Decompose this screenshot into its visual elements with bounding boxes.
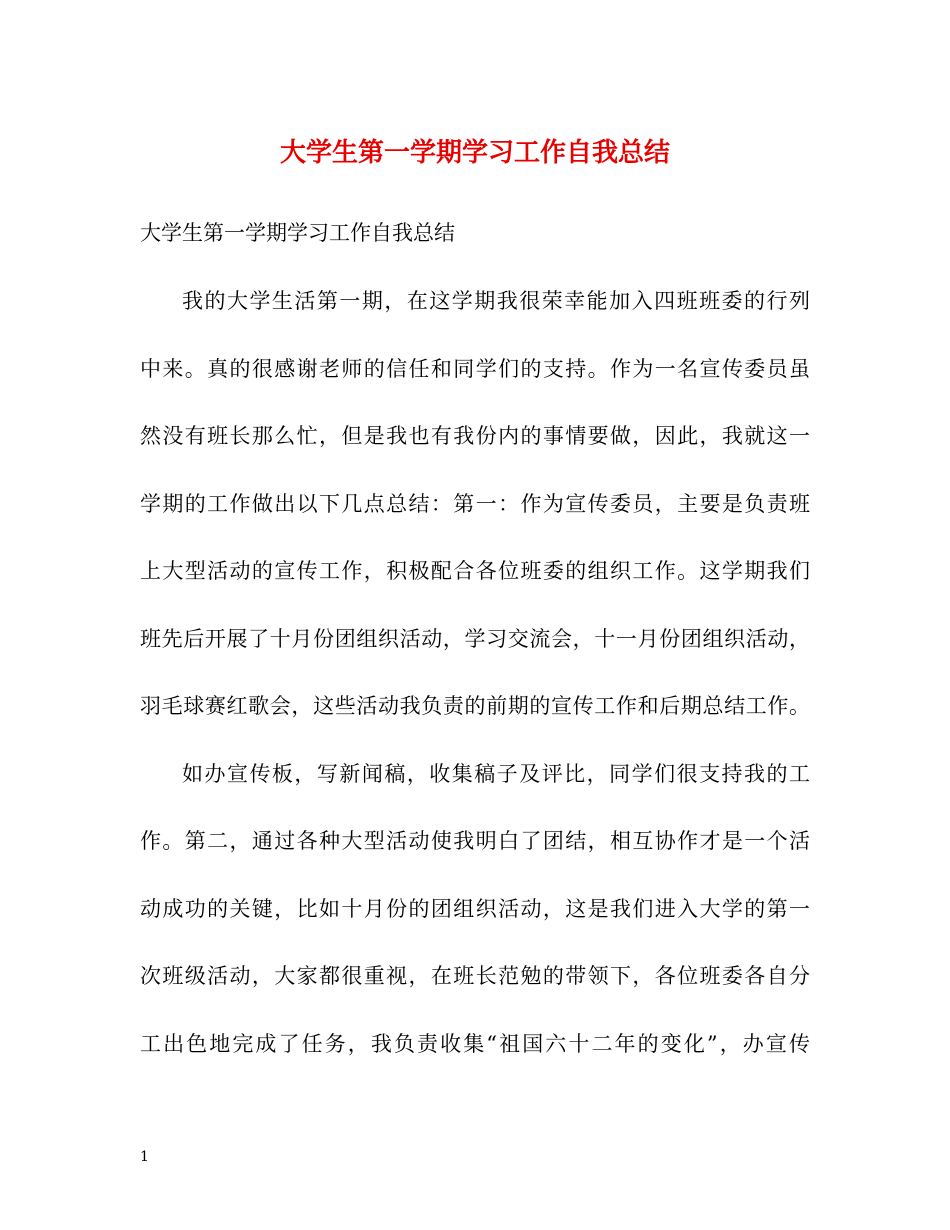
body-line: 中来。真的很感谢老师的信任和同学们的支持。作为一名宣传委员虽	[140, 357, 810, 381]
body-line: 作。第二，通过各种大型活动使我明白了团结，相互协作才是一个活	[140, 829, 810, 853]
body-line: 学期的工作做出以下几点总结：第一：作为宣传委员，主要是负责班	[140, 492, 810, 516]
body-line: 上大型活动的宣传工作，积极配合各位班委的组织工作。这学期我们	[140, 559, 810, 583]
body-line: 班先后开展了十月份团组织活动，学习交流会，十一月份团组织活动，	[140, 627, 810, 651]
body-line: 动成功的关键，比如十月份的团组织活动，这是我们进入大学的第一	[140, 897, 810, 921]
page-number: 1	[140, 1149, 149, 1165]
body-line: 我的大学生活第一期，在这学期我很荣幸能加入四班班委的行列	[182, 289, 810, 313]
body-line: 然没有班长那么忙，但是我也有我份内的事情要做，因此，我就这一	[140, 424, 810, 448]
body-line: 工出色地完成了任务，我负责收集“祖国六十二年的变化”，办宣传	[140, 1032, 810, 1056]
document-title: 大学生第一学期学习工作自我总结	[279, 138, 670, 168]
body-line: 次班级活动，大家都很重视，在班长范勉的带领下，各位班委各自分	[140, 964, 810, 988]
body-line: 羽毛球赛红歌会，这些活动我负责的前期的宣传工作和后期总结工作。	[140, 694, 810, 718]
body-line: 如办宣传板，写新闻稿，收集稿子及评比，同学们很支持我的工	[182, 762, 810, 786]
document-subtitle: 大学生第一学期学习工作自我总结	[140, 221, 455, 245]
